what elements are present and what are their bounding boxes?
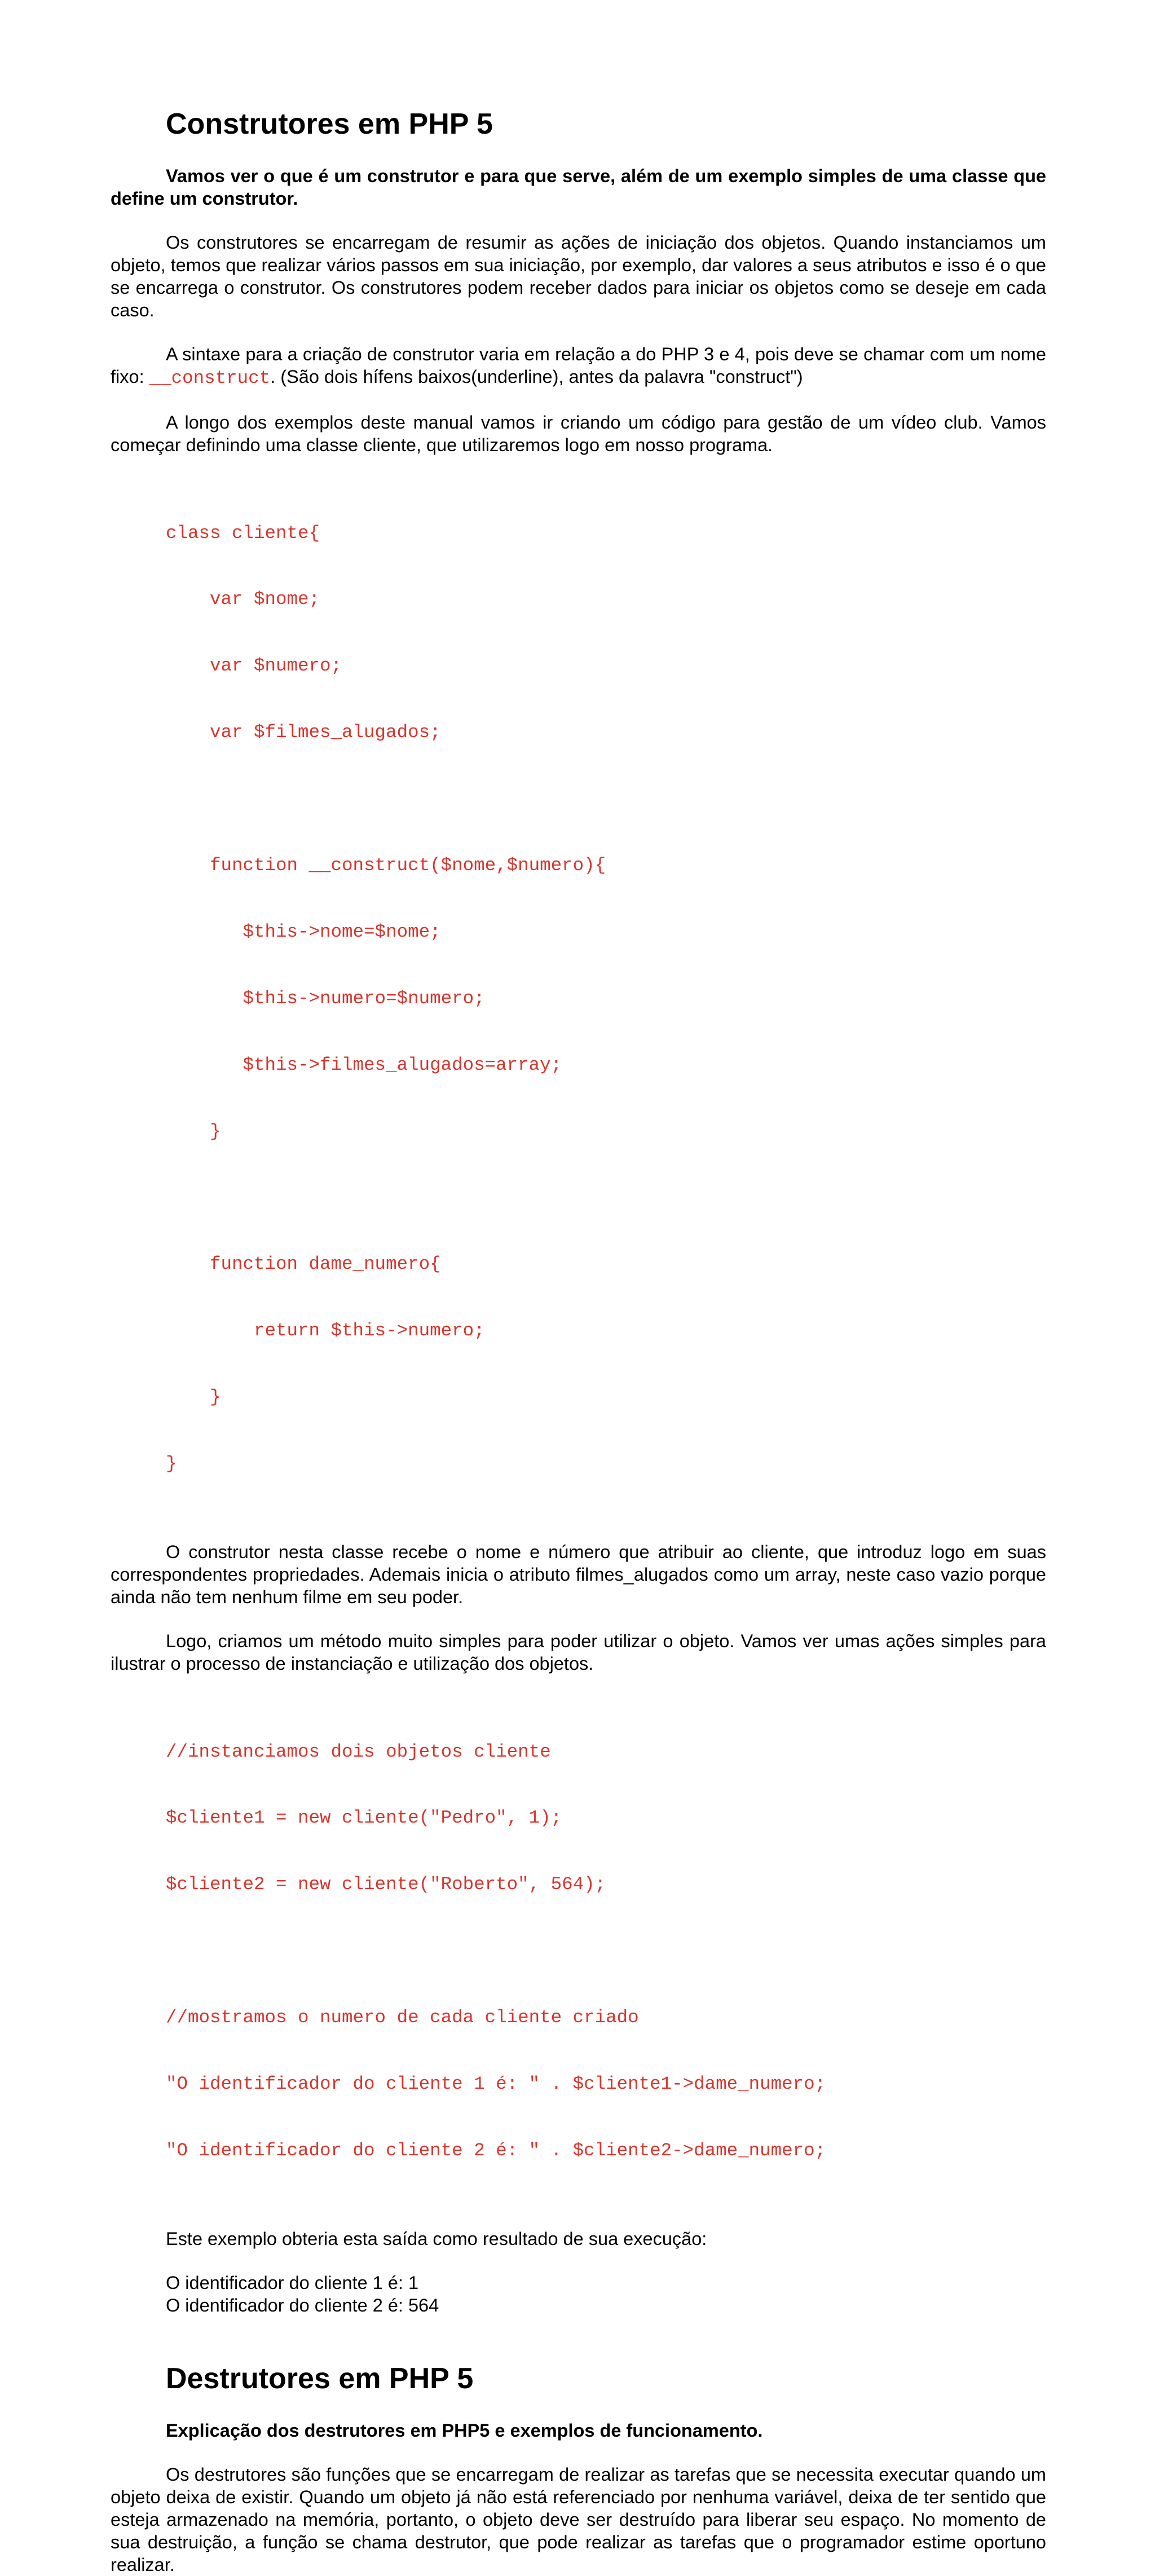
code-line: var $numero; (166, 655, 342, 677)
section-lead-construtores: Vamos ver o que é um construtor e para que serve, além de um exemplo simples de uma classe que define um construtor. (111, 166, 1046, 209)
sintaxe-text-after: . (São dois hífens baixos(underline), antes da palavra "construct") (270, 367, 803, 387)
code-line: function __construct($nome,$numero){ (166, 855, 606, 876)
output-block (166, 2271, 1046, 2317)
code-block-instanciacao (166, 1696, 1046, 2206)
code-line (166, 788, 1046, 810)
paragraph-video-club: A longo dos exemplos deste manual vamos ir criando um código para gestão de um vídeo club. Vamos começar definindo uma classe cliente, que utilizaremos logo em nosso programa. (111, 412, 1046, 455)
code-line: var $nome; (166, 589, 320, 610)
code-line: $this->filmes_alugados=array; (166, 1054, 562, 1075)
code-line: var $filmes_alugados; (166, 722, 441, 743)
code-line: return $this->numero; (166, 1320, 485, 1342)
code-line: } (166, 1121, 221, 1142)
paragraph-construtor-explicacao: O construtor nesta classe recebe o nome e número que atribuir ao cliente, que introduz logo em suas correspondentes propriedades. Ademais inicia o atributo filmes_alugados como um array, neste caso vazio porque ainda não tem nenhum filme em seu poder. (111, 1541, 1046, 1607)
code-line (166, 1187, 1046, 1209)
code-line: //instanciamos dois objetos cliente (166, 1741, 551, 1762)
section-title-destrutores: Destrutores em PHP 5 (166, 2362, 474, 2395)
code-line: $this->numero=$numero; (166, 987, 485, 1009)
output-intro-text: Este exemplo obteria esta saída como resultado de sua execução: (166, 2228, 707, 2249)
code-line: } (166, 1387, 221, 1408)
output-line: O identificador do cliente 2 é: 564 (166, 2295, 439, 2315)
paragraph-metodo-simples: Logo, criamos um método muito simples para poder utilizar o objeto. Vamos ver umas ações simples para ilustrar o processo de instanciação e utilização dos objetos. (111, 1630, 1046, 1674)
code-line: } (166, 1453, 177, 1475)
inline-code-construct: __construct (149, 368, 271, 389)
code-block-class-cliente (166, 478, 1046, 1519)
output-line: O identificador do cliente 1 é: 1 (166, 2272, 419, 2293)
code-line: "O identificador do cliente 2 é: " . $cliente2->dame_numero; (166, 2140, 826, 2161)
section-title-construtores: Construtores em PHP 5 (166, 108, 493, 140)
sintaxe-text-before: A sintaxe para a criação de construtor varia em relação a do PHP 3 e 4, pois deve se chamar com um nome fixo: (111, 344, 1046, 387)
code-line: $cliente2 = new cliente("Roberto", 564); (166, 1874, 606, 1895)
section-lead-destrutores: Explicação dos destrutores em PHP5 e exemplos de funcionamento. (166, 2420, 763, 2441)
code-line: $this->nome=$nome; (166, 921, 441, 942)
code-line: function dame_numero{ (166, 1254, 441, 1275)
code-line: //mostramos o numero de cada cliente criado (166, 2007, 639, 2028)
code-line: "O identificador do cliente 1 é: " . $cliente1->dame_numero; (166, 2074, 826, 2094)
code-line (166, 1940, 1046, 1962)
output-intro (166, 2227, 1046, 2250)
code-line: class cliente{ (166, 522, 320, 544)
paragraph-construtores-intro: Os construtores se encarregam de resumir as ações de iniciação dos objetos. Quando instanciamos um objeto, temos que realizar vários passos em sua iniciação, por exemplo, dar valores a seus atributos e isso é o que se encarrega o construtor. Os construtores podem receber dados para iniciar os objetos como se deseje em cada caso. (111, 232, 1046, 320)
paragraph-destrutores-intro: Os destrutores são funções que se encarregam de realizar as tarefas que se necessita executar quando um objeto deixa de existir. Quando um objeto já não está referenciado por nenhuma variável, deixa de ter sentido que esteja armazenado na memória, portanto, o objeto deve ser destruído para liberar seu espaço. No momento de sua destruição, a função se chama destrutor, que pode realizar as tarefas que o programador estime oportuno realizar. (111, 2464, 1046, 2575)
code-line: $cliente1 = new cliente("Pedro", 1); (166, 1807, 562, 1829)
paragraph-construtores-sintaxe (111, 343, 1046, 390)
